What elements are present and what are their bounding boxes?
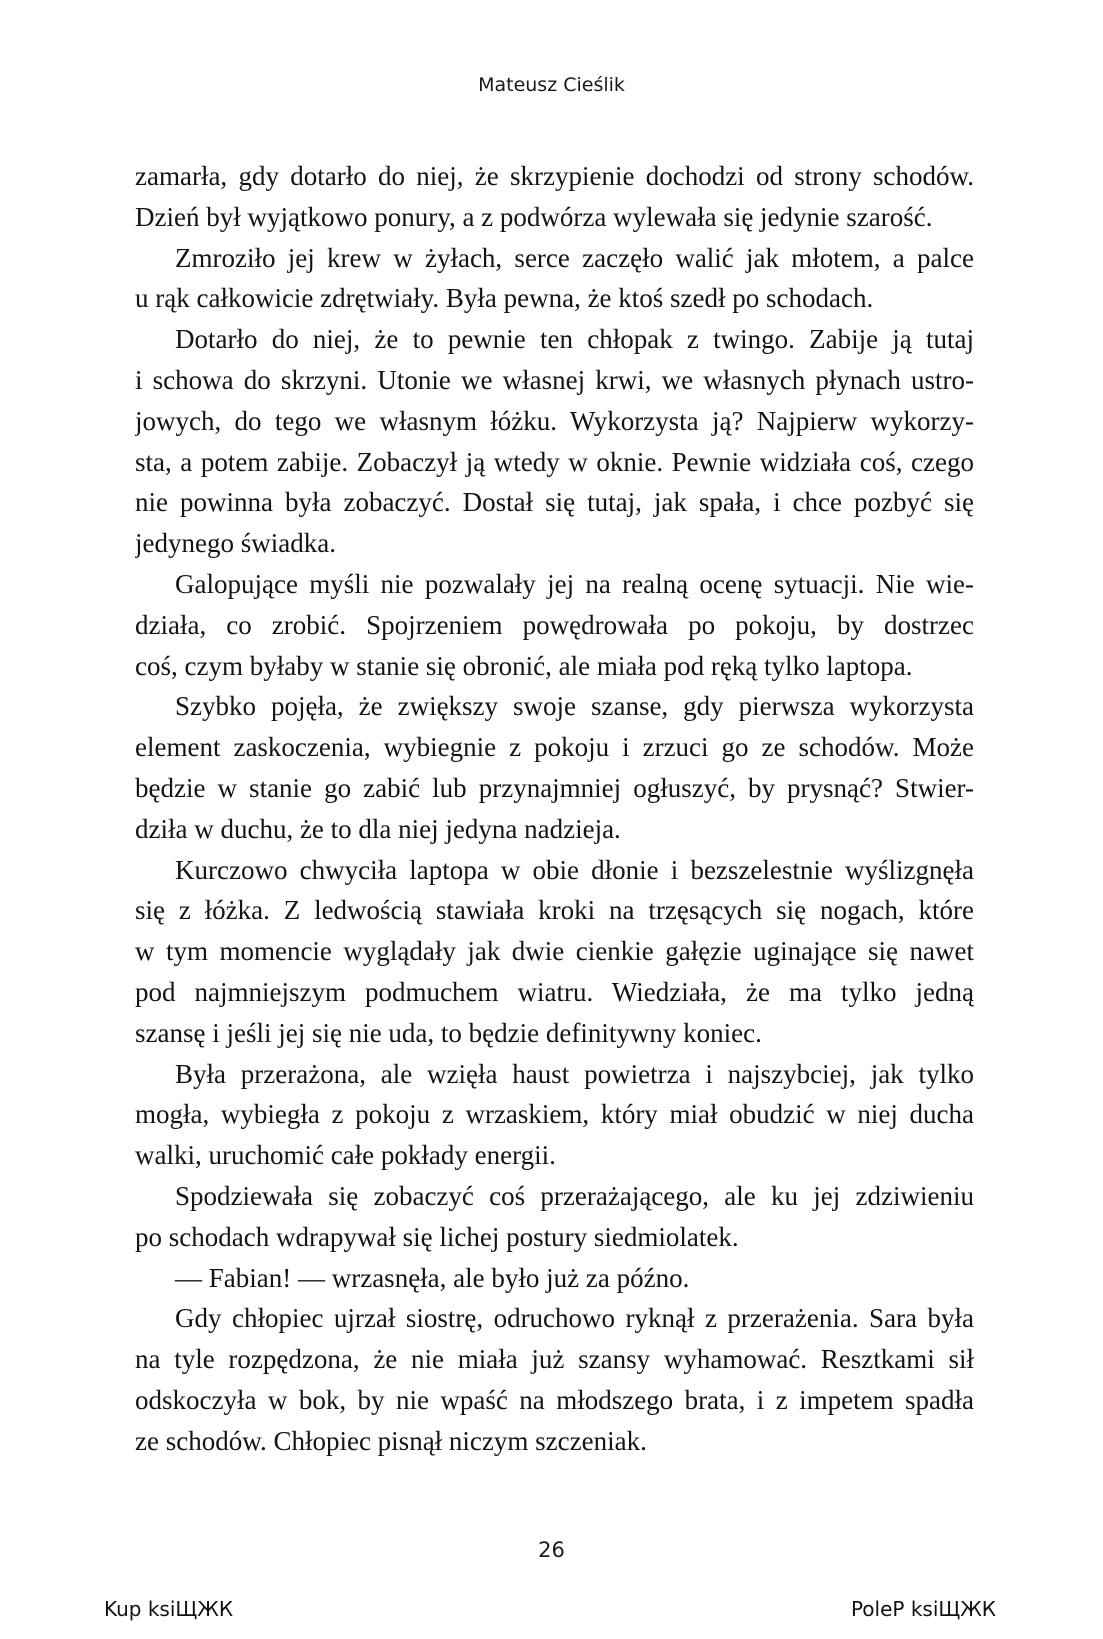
text-line: element zaskoczenia, wybiegnie z pokoju i zrzuci go ze schodów. Może (135, 732, 974, 763)
running-head-author: Mateusz Cieślik (478, 74, 625, 96)
text-line: Szybko pojęła, że zwiększy swoje szanse, gdy pierwsza wykorzysta (175, 691, 974, 722)
text-line: dziła w duchu, że to dla niej jedyna nadzieja. (135, 813, 621, 844)
text-line: będzie w stanie go zabić lub przynajmniej ogłuszyć, by prysnąć? Stwier- (135, 772, 974, 803)
text-line: działa, co zrobić. Spojrzeniem powędrowała po pokoju, by dostrzec (135, 609, 974, 640)
text-line: Zmroziło jej krew w żyłach, serce zaczęło walić jak młotem, a palce (175, 242, 974, 273)
page-number: 26 (538, 1538, 565, 1562)
text-line: po schodach wdrapywał się lichej postury siedmiolatek. (135, 1221, 739, 1252)
text-line: Galopujące myśli nie pozwalały jej na realną ocenę sytuacji. Nie wie- (175, 568, 974, 599)
buy-book-link[interactable]: Kup ksiЩЖК (104, 1597, 234, 1621)
text-line: jedynego świadka. (135, 528, 336, 559)
text-line: — Fabian! — wrzasnęła, ale było już za późno. (175, 1262, 690, 1293)
text-line: sta, a potem zabije. Zobaczył ją wtedy w oknie. Pewnie widziała coś, czego (135, 446, 974, 477)
text-line: na tyle rozpędzona, że nie miała już szansy wyhamować. Resztkami sił (135, 1344, 974, 1375)
text-line: Dzień był wyjątkowo ponury, a z podwórza wylewała się jedynie szarość. (135, 201, 933, 232)
recommend-book-link[interactable]: PoleP ksiЩЖК (850, 1597, 996, 1621)
text-line: ze schodów. Chłopiec pisnął niczym szczeniak. (135, 1425, 647, 1456)
text-line: nie powinna była zobaczyć. Dostał się tutaj, jak spała, i chce pozbyć się (135, 487, 974, 518)
text-line: Gdy chłopiec ujrzał siostrę, odruchowo ryknął z przerażenia. Sara była (175, 1303, 974, 1334)
text-line: Dotarło do niej, że to pewnie ten chłopak z twingo. Zabije ją tutaj (175, 324, 974, 355)
body-text (135, 156, 974, 1462)
text-line: pod najmniejszym podmuchem wiatru. Wiedziała, że ma tylko jedną (135, 976, 974, 1007)
text-line: jowych, do tego we własnym łóżku. Wykorzysta ją? Najpierw wykorzy- (135, 405, 974, 436)
text-line: Spodziewała się zobaczyć coś przerażającego, ale ku jej zdziwieniu (175, 1180, 974, 1211)
text-line: się z łóżka. Z ledwością stawiała kroki na trzęsących się nogach, które (135, 895, 974, 926)
text-line: szansę i jeśli jej się nie uda, to będzie definitywny koniec. (135, 1017, 762, 1048)
text-line: odskoczyła w bok, by nie wpaść na młodszego brata, i z impetem spadła (135, 1384, 974, 1415)
text-line: w tym momencie wyglądały jak dwie cienkie gałęzie uginające się nawet (135, 936, 974, 967)
text-line: u rąk całkowicie zdrętwiały. Była pewna, że ktoś szedł po schodach. (135, 283, 874, 314)
text-line: coś, czym byłaby w stanie się obronić, ale miała pod ręką tylko laptopa. (135, 650, 913, 681)
text-line: mogła, wybiegła z pokoju z wrzaskiem, który miał obudzić w niej ducha (135, 1099, 974, 1130)
text-line: zamarła, gdy dotarło do niej, że skrzypienie dochodzi od strony schodów. (135, 161, 974, 191)
text-line: walki, uruchomić całe pokłady energii. (135, 1140, 556, 1171)
text-line: i schowa do skrzyni. Utonie we własnej krwi, we własnych płynach ustro- (135, 364, 974, 395)
text-line: Była przerażona, ale wzięła haust powietrza i najszybciej, jak tylko (175, 1058, 974, 1089)
text-line: Kurczowo chwyciła laptopa w obie dłonie i bezszelestnie wyślizgnęła (175, 854, 974, 885)
